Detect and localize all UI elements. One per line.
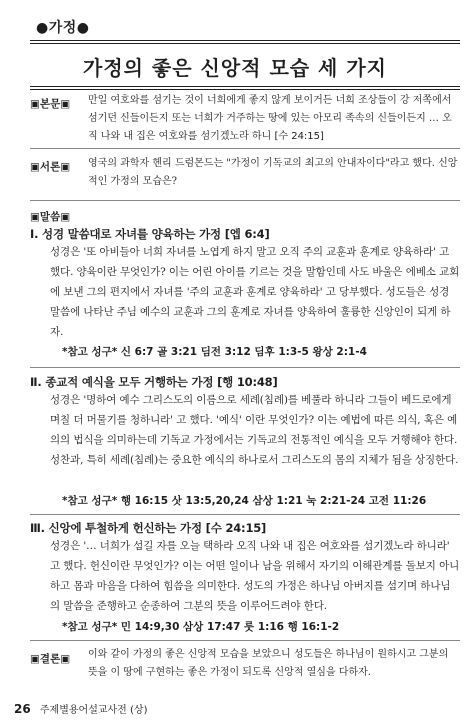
point-3-references: *참고 성구* 민 14:9,30 삼상 17:47 룻 1:16 행 16:1-2 [62,621,340,633]
divider [30,514,460,515]
divider [30,148,460,149]
page-title: 가정의 좋은 신앙적 모습 세 가지 [83,56,387,80]
title-rule [30,86,460,87]
conclusion-label: ▣결론▣ [30,653,71,665]
point-1-heading: Ⅰ. 성경 말씀대로 자녀를 양육하는 가정 [엡 6:4] [30,227,270,241]
page-number: 26 [14,702,31,716]
divider [30,367,460,368]
point-2-references: *참고 성구* 행 16:15 삿 13:5,20,24 삼상 1:21 눅 2:21-24 고전 11:26 [62,495,427,507]
main-text-label: ▣본문▣ [30,98,71,110]
divider [30,640,460,641]
point-3-text: 성경은 '… 너희가 섬길 자를 오늘 택하라 오직 나와 내 집은 여호와를 섬기겠노라 하니라' 고 했다. 헌신이란 무엇인가? 이는 어떤 일이나 남을 위해서 자기의 이해관계를 돌보지 아니하고 몸과 마음을 다하여 힘씀을 의미한다. 성도의 가정은 하나님 아버지를 섬기며 하나님의 말씀을 준행하고 순종하여 그분의 뜻을 이루어드려야 한다. [50,540,460,612]
intro-text: 영국의 과학자 헨리 드럼몬드는 "가정이 기독교의 최고의 안내자이다"라고 했다. 신앙적인 가정의 모습은? [88,158,458,187]
point-2-heading: Ⅱ. 종교적 예식을 모두 거행하는 가정 [행 10:48] [30,375,278,389]
intro-label: ▣서론▣ [30,161,71,173]
main-text-passage: 만일 여호와를 섬기는 것이 너희에게 좋지 않게 보이거든 너희 조상들이 강 저쪽에서 섬기던 신들이든지 또는 너희가 거주하는 땅에 있는 아모리 족속의 신들이든지 … 오직 나와 내 집은 여호와를 섬기겠노라 하니 [수 24:15] [88,95,452,142]
point-2-text: 성경은 '명하여 예수 그리스도의 이름으로 세례(침례)를 베풀라 하니라 그들이 베드로에게 며칠 더 머물기를 청하니라' 고 했다. '예식' 이란 무엇인가? 이는 예법에 따른 의식, 혹은 예의의 법식을 의미하는데 기독교 가정에서는 기독교의 전통적인 예식을 모두 거행해야 한다. 성찬과, 특히 세례(침례)는 중요한 예식의 하나로서 그리스도의 몸의 지체가 됨을 상징한다. [50,394,459,466]
top-rule [30,40,460,41]
category-label: ●가정● [36,20,90,36]
book-title: 주제별용어설교사전 (상) [39,705,148,716]
top-rule-inner [30,43,460,44]
point-1-references: *참고 성구* 신 6:7 골 3:21 딤전 3:12 딤후 1:3-5 왕상 2:1-4 [62,346,367,358]
point-3-heading: Ⅲ. 신앙에 투철하게 헌신하는 가정 [수 24:15] [30,521,267,535]
conclusion-text: 이와 같이 가정의 좋은 신앙적 모습을 보았으니 성도들은 하나님이 원하시고 그분의 뜻을 이 땅에 구현하는 좋은 가정이 되도록 신앙적 열심을 다하자. [88,649,449,678]
page-footer [14,701,147,716]
title-rule-inner [30,89,460,90]
point-1-text: 성경은 '또 아비들아 너희 자녀를 노엽게 하지 말고 오직 주의 교훈과 훈계로 양육하라' 고 했다. 양육이란 무엇인가? 이는 어린 아이를 기르는 것을 말함인데 사도 바울은 에베소 교회에 보낸 그의 편지에서 자녀를 '주의 교훈과 훈계로 양육하라' 고 당부했다. 성도들은 성경 말씀에 나타난 주님 예수의 교훈과 그의 훈계로 자녀를 양육하여 훌륭한 신앙인이 되게 하자. [50,246,460,338]
body-label: ▣말씀▣ [30,211,71,223]
divider [30,200,460,201]
